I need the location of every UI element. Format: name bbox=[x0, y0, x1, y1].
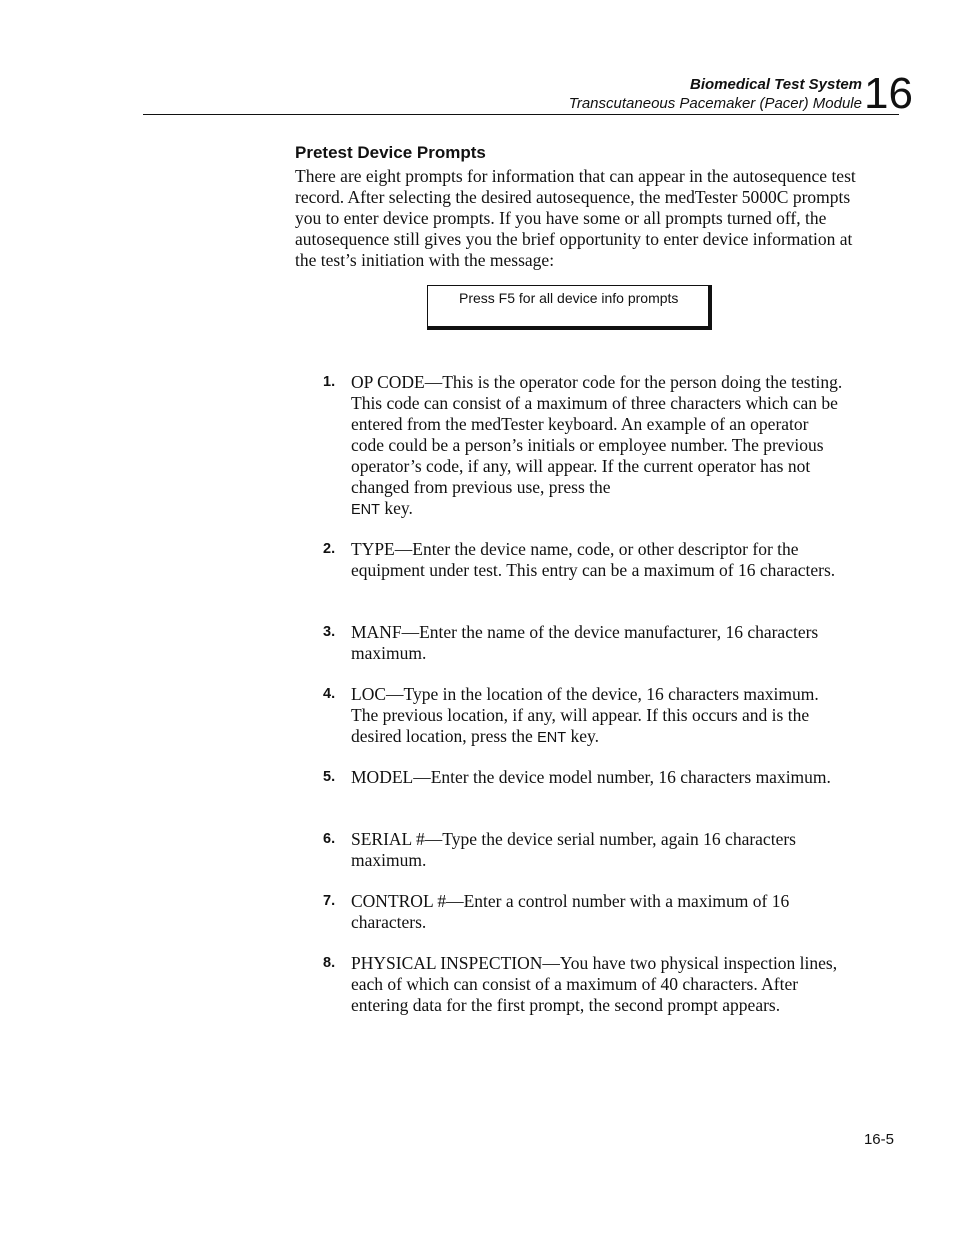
header-subtitle: Transcutaneous Pacemaker (Pacer) Module bbox=[568, 95, 862, 112]
list-item bbox=[323, 953, 843, 1016]
header-title: Biomedical Test System bbox=[689, 76, 862, 93]
section-heading: Pretest Device Prompts bbox=[295, 143, 486, 162]
item-number: 2. bbox=[323, 541, 336, 557]
item-text: OP CODE—This is the operator code for the person doing the testing. This code can consist of a maximum of three characters which can be entered from the medTester keyboard. An example of an operator code could be a person’s initials or employee number. The previous operator’s code, if any, will appear. If the current operator has not changed from previous use, press the ENT key. bbox=[351, 372, 843, 518]
intro-paragraph: There are eight prompts for information that can appear in the autosequence test record. After selecting the desired autosequence, the medTester 5000C prompts you to enter device prompts. If you have some or all prompts turned off, the autosequence still gives you the brief opportunity to enter device information at the test’s initiation with the message: bbox=[295, 166, 856, 270]
item-number: 7. bbox=[323, 893, 336, 909]
header-rule bbox=[143, 114, 899, 115]
item-text: MODEL—Enter the device model number, 16 characters maximum. bbox=[351, 767, 831, 787]
ent-key: ENT bbox=[537, 730, 567, 746]
list-item bbox=[323, 622, 843, 664]
list-item bbox=[323, 372, 843, 521]
list-item bbox=[323, 891, 843, 933]
list-item bbox=[323, 684, 843, 749]
item-text: CONTROL #—Enter a control number with a maximum of 16 characters. bbox=[351, 891, 790, 932]
page-number: 16-5 bbox=[863, 1131, 894, 1148]
item-text: TYPE—Enter the device name, code, or other descriptor for the equipment under test. This entry can be a maximum of 16 characters. bbox=[351, 539, 836, 580]
ent-key: ENT bbox=[351, 502, 380, 518]
item-number: 1. bbox=[323, 374, 336, 390]
item-number: 4. bbox=[323, 686, 336, 702]
item-text: MANF—Enter the name of the device manufacturer, 16 characters maximum. bbox=[351, 622, 819, 663]
chapter-number: 16 bbox=[864, 69, 913, 118]
list-item bbox=[323, 539, 843, 581]
item-number: 6. bbox=[323, 831, 336, 847]
item-text: LOC—Type in the location of the device, 16 characters maximum. The previous location, if any, will appear. If this occurs and is the desired location, press the ENT key. bbox=[351, 684, 819, 746]
item-text: SERIAL #—Type the device serial number, again 16 characters maximum. bbox=[351, 829, 796, 870]
list-item bbox=[323, 829, 843, 871]
item-number: 5. bbox=[323, 769, 336, 785]
item-text: PHYSICAL INSPECTION—You have two physical inspection lines, each of which can consist of a maximum of 40 characters. After entering data for the first prompt, the second prompt appears. bbox=[351, 953, 838, 1015]
message-box bbox=[427, 285, 712, 330]
message-text: Press F5 for all device info prompts bbox=[459, 290, 679, 306]
item-number: 8. bbox=[323, 955, 336, 971]
item-number: 3. bbox=[323, 624, 336, 640]
list-item bbox=[323, 767, 843, 788]
